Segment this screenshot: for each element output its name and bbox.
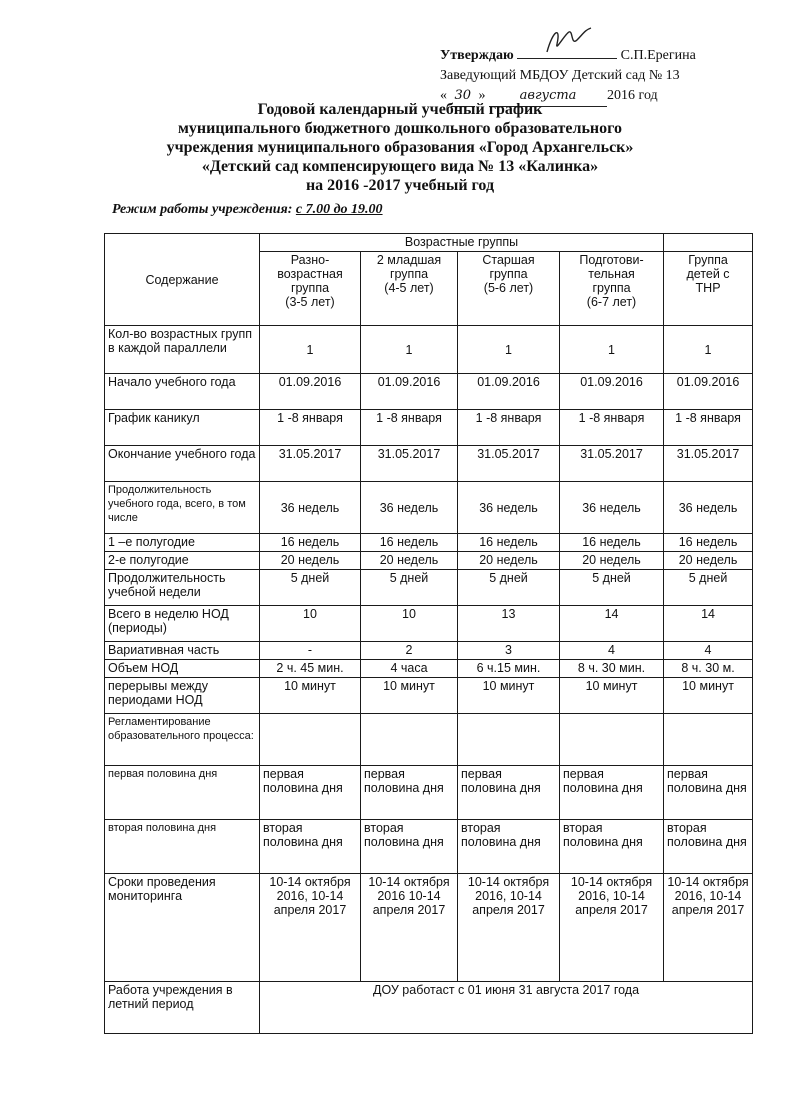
cell (260, 714, 361, 766)
cell: вторая половина дня (458, 820, 560, 874)
date-month: августа (489, 86, 607, 107)
cell: 10-14 октября 2016, 10-14 апреля 2017 (560, 874, 664, 982)
cell: 1 (361, 326, 458, 374)
summer-value: ДОУ работаст с 01 июня 31 августа 2017 года (260, 982, 753, 1034)
cell: - (260, 642, 361, 660)
row-label: Кол-во возрастных групп в каждой параллели (105, 326, 260, 374)
cell: 01.09.2016 (458, 374, 560, 410)
title-line-4: «Детский сад компенсирующего вида № 13 «Калинка» (201, 158, 599, 175)
row-label: вторая половина дня (105, 820, 260, 874)
cell: 1 -8 января (458, 410, 560, 446)
cell: 20 недель (361, 552, 458, 570)
signature-icon (539, 24, 599, 58)
cell: первая половина дня (458, 766, 560, 820)
cell: 10 минут (560, 678, 664, 714)
cell: 5 дней (361, 570, 458, 606)
cell: 13 (458, 606, 560, 642)
row-label: Окончание учебного года (105, 446, 260, 482)
table-row (105, 714, 753, 766)
cell: 16 недель (361, 534, 458, 552)
cell: 31.05.2017 (361, 446, 458, 482)
table-row (105, 642, 753, 660)
row-label: Сроки проведения мониторинга (105, 874, 260, 982)
table-row (105, 874, 753, 982)
title-line-2: муниципального бюджетного дошкольного образовательного (178, 120, 622, 137)
cell: первая половина дня (560, 766, 664, 820)
cell: 1 (458, 326, 560, 374)
cell: 20 недель (260, 552, 361, 570)
cell: 1 (560, 326, 664, 374)
table-row (105, 326, 753, 374)
cell: 1 -8 января (260, 410, 361, 446)
table-row (105, 534, 753, 552)
cell: 01.09.2016 (560, 374, 664, 410)
table-row (105, 410, 753, 446)
cell: 1 -8 января (560, 410, 664, 446)
signer-name: С.П.Ерегина (620, 48, 696, 63)
cell: 36 недель (361, 482, 458, 534)
approve-word: Утверждаю (440, 48, 514, 63)
cell: 10-14 октября 2016, 10-14 апреля 2017 (260, 874, 361, 982)
row-label: перерывы между периодами НОД (105, 678, 260, 714)
cell: 31.05.2017 (560, 446, 664, 482)
title-line-5: на 2016 -2017 учебный год (305, 177, 495, 194)
cell: 36 недель (560, 482, 664, 534)
cell: 10 минут (361, 678, 458, 714)
cell: первая половина дня (361, 766, 458, 820)
cell: 1 -8 января (361, 410, 458, 446)
cell: 36 недель (664, 482, 753, 534)
cell: 10 (361, 606, 458, 642)
cell: 6 ч.15 мин. (458, 660, 560, 678)
approver-position: Заведующий МБДОУ Детский сад № 13 (440, 68, 680, 83)
cell: вторая половина дня (664, 820, 753, 874)
cell: 10 (260, 606, 361, 642)
cell: 5 дней (260, 570, 361, 606)
cell: 10 минут (458, 678, 560, 714)
signature-line (517, 44, 617, 59)
row-label: Продолжительность учебного года, всего, в том числе (105, 482, 260, 534)
group-name-cell: Старшая группа (5-6 лет) (458, 252, 560, 326)
content-header: Содержание (105, 234, 260, 326)
cell: 01.09.2016 (361, 374, 458, 410)
group-name-cell: 2 младшая группа (4-5 лет) (361, 252, 458, 326)
cell (458, 714, 560, 766)
cell: 16 недель (458, 534, 560, 552)
cell: 16 недель (260, 534, 361, 552)
cell: 1 -8 января (664, 410, 753, 446)
table-row (105, 678, 753, 714)
cell: 4 часа (361, 660, 458, 678)
cell: 5 дней (560, 570, 664, 606)
summer-label: Работа учреждения в летний период (105, 982, 260, 1034)
cell: 4 (664, 642, 753, 660)
cell: первая половина дня (260, 766, 361, 820)
cell: 3 (458, 642, 560, 660)
working-hours-label: Режим работы учреждения: (112, 202, 296, 217)
group-name-cell: Группа детей с ТНР (664, 252, 753, 326)
working-hours-value: с 7.00 до 19.00 (295, 202, 383, 217)
cell: 16 недель (560, 534, 664, 552)
cell: первая половина дня (664, 766, 753, 820)
table-row (105, 482, 753, 534)
cell: 14 (560, 606, 664, 642)
cell: 4 (560, 642, 664, 660)
row-label: Всего в неделю НОД (периоды) (105, 606, 260, 642)
table-row (105, 660, 753, 678)
cell: 31.05.2017 (664, 446, 753, 482)
cell: 1 (664, 326, 753, 374)
table-row (105, 570, 753, 606)
cell: 16 недель (664, 534, 753, 552)
cell (361, 714, 458, 766)
cell: вторая половина дня (361, 820, 458, 874)
cell: 10 минут (664, 678, 753, 714)
table-header-row (105, 234, 753, 252)
row-label: Регламентирование образовательного процесса: (105, 714, 260, 766)
title-line-3: учреждения муниципального образования «Город Архангельск» (166, 139, 634, 156)
cell: 20 недель (458, 552, 560, 570)
approval-block (440, 44, 696, 107)
cell: 8 ч. 30 м. (664, 660, 753, 678)
cell: 8 ч. 30 мин. (560, 660, 664, 678)
cell: 36 недель (260, 482, 361, 534)
cell: 14 (664, 606, 753, 642)
cell: 01.09.2016 (664, 374, 753, 410)
cell: 2 ч. 45 мин. (260, 660, 361, 678)
cell (560, 714, 664, 766)
cell: 36 недель (458, 482, 560, 534)
table-row (105, 766, 753, 820)
row-label: Начало учебного года (105, 374, 260, 410)
date-close-quote: » (478, 88, 486, 103)
cell: 10-14 октября 2016, 10-14 апреля 2017 (664, 874, 753, 982)
cell: 20 недель (560, 552, 664, 570)
cell: 5 дней (664, 570, 753, 606)
cell: 5 дней (458, 570, 560, 606)
date-open-quote: « (440, 88, 447, 103)
group-name-cell: Разно- возрастная группа (3-5 лет) (260, 252, 361, 326)
title-line-1: Годовой календарный учебный график (257, 101, 543, 118)
cell: 20 недель (664, 552, 753, 570)
row-label: первая половина дня (105, 766, 260, 820)
row-label: Объем НОД (105, 660, 260, 678)
group-name-cell: Подготови- тельная группа (6-7 лет) (560, 252, 664, 326)
working-hours (112, 202, 383, 218)
row-label: 1 –е полугодие (105, 534, 260, 552)
schedule-table (104, 233, 753, 1034)
cell: 31.05.2017 (458, 446, 560, 482)
cell: вторая половина дня (560, 820, 664, 874)
cell: вторая половина дня (260, 820, 361, 874)
table-row (105, 606, 753, 642)
row-label: 2-е полугодие (105, 552, 260, 570)
cell: 10-14 октября 2016 10-14 апреля 2017 (361, 874, 458, 982)
cell: 10-14 октября 2016, 10-14 апреля 2017 (458, 874, 560, 982)
cell: 01.09.2016 (260, 374, 361, 410)
table-row-summer (105, 982, 753, 1034)
date-day: 30 (451, 86, 476, 107)
cell: 10 минут (260, 678, 361, 714)
table-row (105, 446, 753, 482)
row-label: Продолжительность учебной недели (105, 570, 260, 606)
row-label: График каникул (105, 410, 260, 446)
document-title (0, 100, 800, 195)
table-row (105, 374, 753, 410)
cell (664, 714, 753, 766)
header-empty-cell (664, 234, 753, 252)
table-row (105, 552, 753, 570)
groups-header: Возрастные группы (260, 234, 664, 252)
cell: 2 (361, 642, 458, 660)
cell: 31.05.2017 (260, 446, 361, 482)
row-label: Вариативная часть (105, 642, 260, 660)
table-row (105, 820, 753, 874)
date-year: 2016 год (607, 88, 658, 103)
cell: 1 (260, 326, 361, 374)
